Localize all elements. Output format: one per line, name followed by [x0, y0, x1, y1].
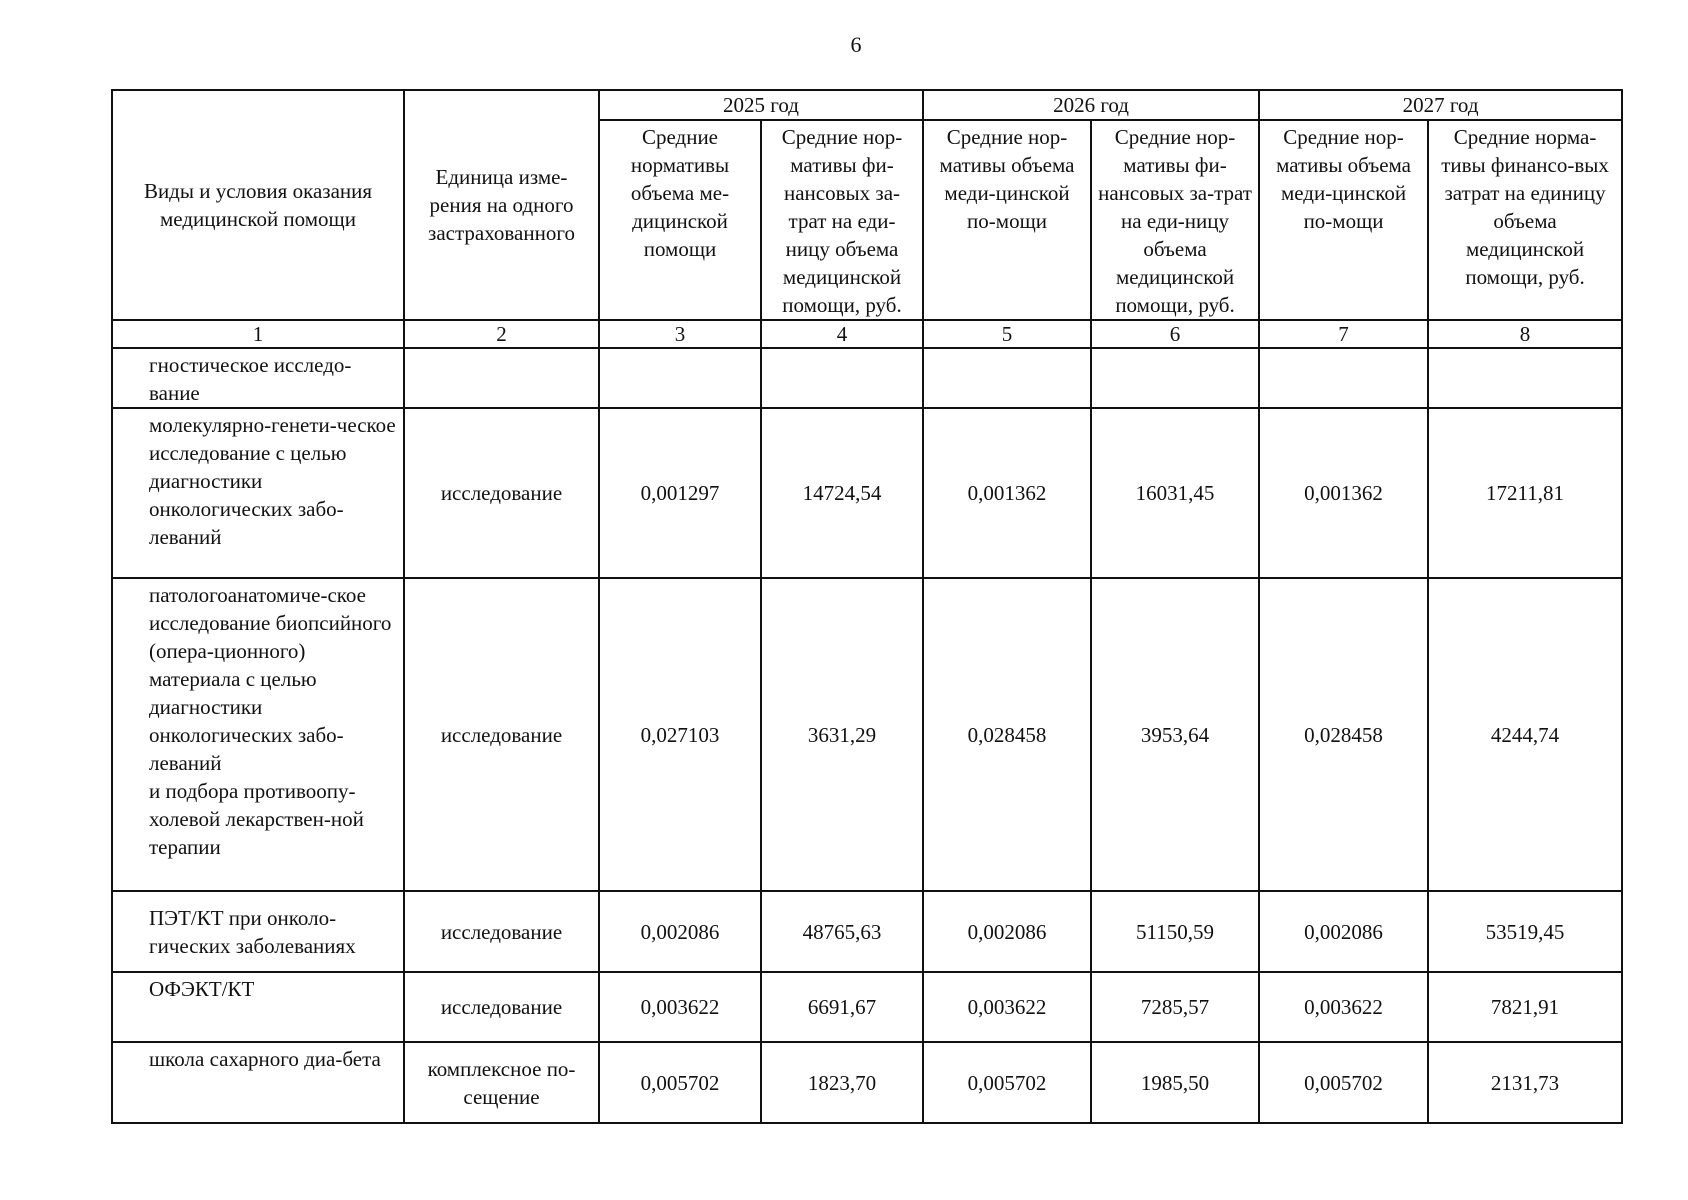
row-unit: исследование: [404, 408, 599, 578]
row-volume-2027: 0,028458: [1259, 578, 1428, 891]
row-volume-2026: 0,028458: [923, 578, 1091, 891]
row-volume-2026: [923, 348, 1091, 408]
column-number-row: [112, 320, 1622, 348]
row-volume-2026: 0,002086: [923, 891, 1091, 972]
row-cost-2026: 7285,57: [1091, 972, 1259, 1042]
row-volume-2027: 0,001362: [1259, 408, 1428, 578]
row-unit: исследование: [404, 578, 599, 891]
row-cost-2025: 1823,70: [761, 1042, 923, 1123]
row-volume-2025: 0,027103: [599, 578, 761, 891]
header-unit: Единица изме-рения на одного застрахованного: [404, 90, 599, 320]
row-cost-2027: 2131,73: [1428, 1042, 1622, 1123]
header-2027-cost: Средние норма-тивы финансо-вых затрат на единицу объема медицинской помощи, руб.: [1428, 120, 1622, 320]
table-row: [112, 578, 1622, 891]
table-row: [112, 972, 1622, 1042]
table-row: [112, 891, 1622, 972]
row-volume-2026: 0,005702: [923, 1042, 1091, 1123]
column-number: 5: [923, 320, 1091, 348]
row-cost-2027: 4244,74: [1428, 578, 1622, 891]
row-volume-2025: [599, 348, 761, 408]
header-2026-volume: Средние нор-мативы объема меди-цинской по-мощи: [923, 120, 1091, 320]
table-row: [112, 348, 1622, 408]
row-cost-2026: 16031,45: [1091, 408, 1259, 578]
header-2026-cost: Средние нор-мативы фи-нансовых за-трат на еди-ницу объема медицинской помощи, руб.: [1091, 120, 1259, 320]
row-cost-2026: 1985,50: [1091, 1042, 1259, 1123]
row-cost-2026: 3953,64: [1091, 578, 1259, 891]
table-row: [112, 1042, 1622, 1123]
header-kinds-of-care: Виды и условия оказания медицинской помощи: [112, 90, 404, 320]
row-name: школа сахарного диа-бета: [112, 1042, 404, 1123]
row-volume-2025: 0,003622: [599, 972, 761, 1042]
row-cost-2025: 14724,54: [761, 408, 923, 578]
table-row: [112, 408, 1622, 578]
row-cost-2027: 7821,91: [1428, 972, 1622, 1042]
page-number: 6: [850, 32, 862, 57]
row-unit: комплексное по-сещение: [404, 1042, 599, 1123]
row-cost-2025: 6691,67: [761, 972, 923, 1042]
header-year-2027: 2027 год: [1259, 90, 1622, 120]
row-volume-2025: 0,005702: [599, 1042, 761, 1123]
row-volume-2026: 0,001362: [923, 408, 1091, 578]
row-name: молекулярно-генети-ческое исследование с целью диагностики онкологических забо-леваний: [112, 408, 404, 578]
row-volume-2027: [1259, 348, 1428, 408]
row-unit: [404, 348, 599, 408]
row-cost-2025: 48765,63: [761, 891, 923, 972]
header-year-2025: 2025 год: [599, 90, 923, 120]
row-cost-2027: [1428, 348, 1622, 408]
header-2025-cost: Средние нор-мативы фи-нансовых за-трат на еди-ницу объема медицинской помощи, руб.: [761, 120, 923, 320]
column-number: 6: [1091, 320, 1259, 348]
row-volume-2027: 0,003622: [1259, 972, 1428, 1042]
row-cost-2025: 3631,29: [761, 578, 923, 891]
row-volume-2025: 0,002086: [599, 891, 761, 972]
row-volume-2027: 0,005702: [1259, 1042, 1428, 1123]
row-unit: исследование: [404, 891, 599, 972]
row-name: патологоанатомиче-ское исследование биопсийного (опера-ционного) материала с целью диагностики онкологических забо-леваний и подбора противоопу-холевой лекарствен-ной терапии: [112, 578, 404, 891]
row-cost-2027: 53519,45: [1428, 891, 1622, 972]
header-year-2026: 2026 год: [923, 90, 1259, 120]
column-number: 2: [404, 320, 599, 348]
row-volume-2026: 0,003622: [923, 972, 1091, 1042]
row-volume-2025: 0,001297: [599, 408, 761, 578]
row-name: ПЭТ/КТ при онколо-гических заболеваниях: [112, 891, 404, 972]
row-volume-2027: 0,002086: [1259, 891, 1428, 972]
header-2025-volume: Средние нормативы объема ме-дицинской помощи: [599, 120, 761, 320]
column-number: 3: [599, 320, 761, 348]
column-number: 1: [112, 320, 404, 348]
row-cost-2027: 17211,81: [1428, 408, 1622, 578]
column-number: 4: [761, 320, 923, 348]
column-number: 7: [1259, 320, 1428, 348]
row-name: ОФЭКТ/КТ: [112, 972, 404, 1042]
row-cost-2026: [1091, 348, 1259, 408]
row-cost-2025: [761, 348, 923, 408]
header-2027-volume: Средние нор-мативы объема меди-цинской по-мощи: [1259, 120, 1428, 320]
column-number: 8: [1428, 320, 1622, 348]
norms-table: [111, 89, 1623, 1124]
row-unit: исследование: [404, 972, 599, 1042]
row-cost-2026: 51150,59: [1091, 891, 1259, 972]
row-name: гностическое исследо-вание: [112, 348, 404, 408]
